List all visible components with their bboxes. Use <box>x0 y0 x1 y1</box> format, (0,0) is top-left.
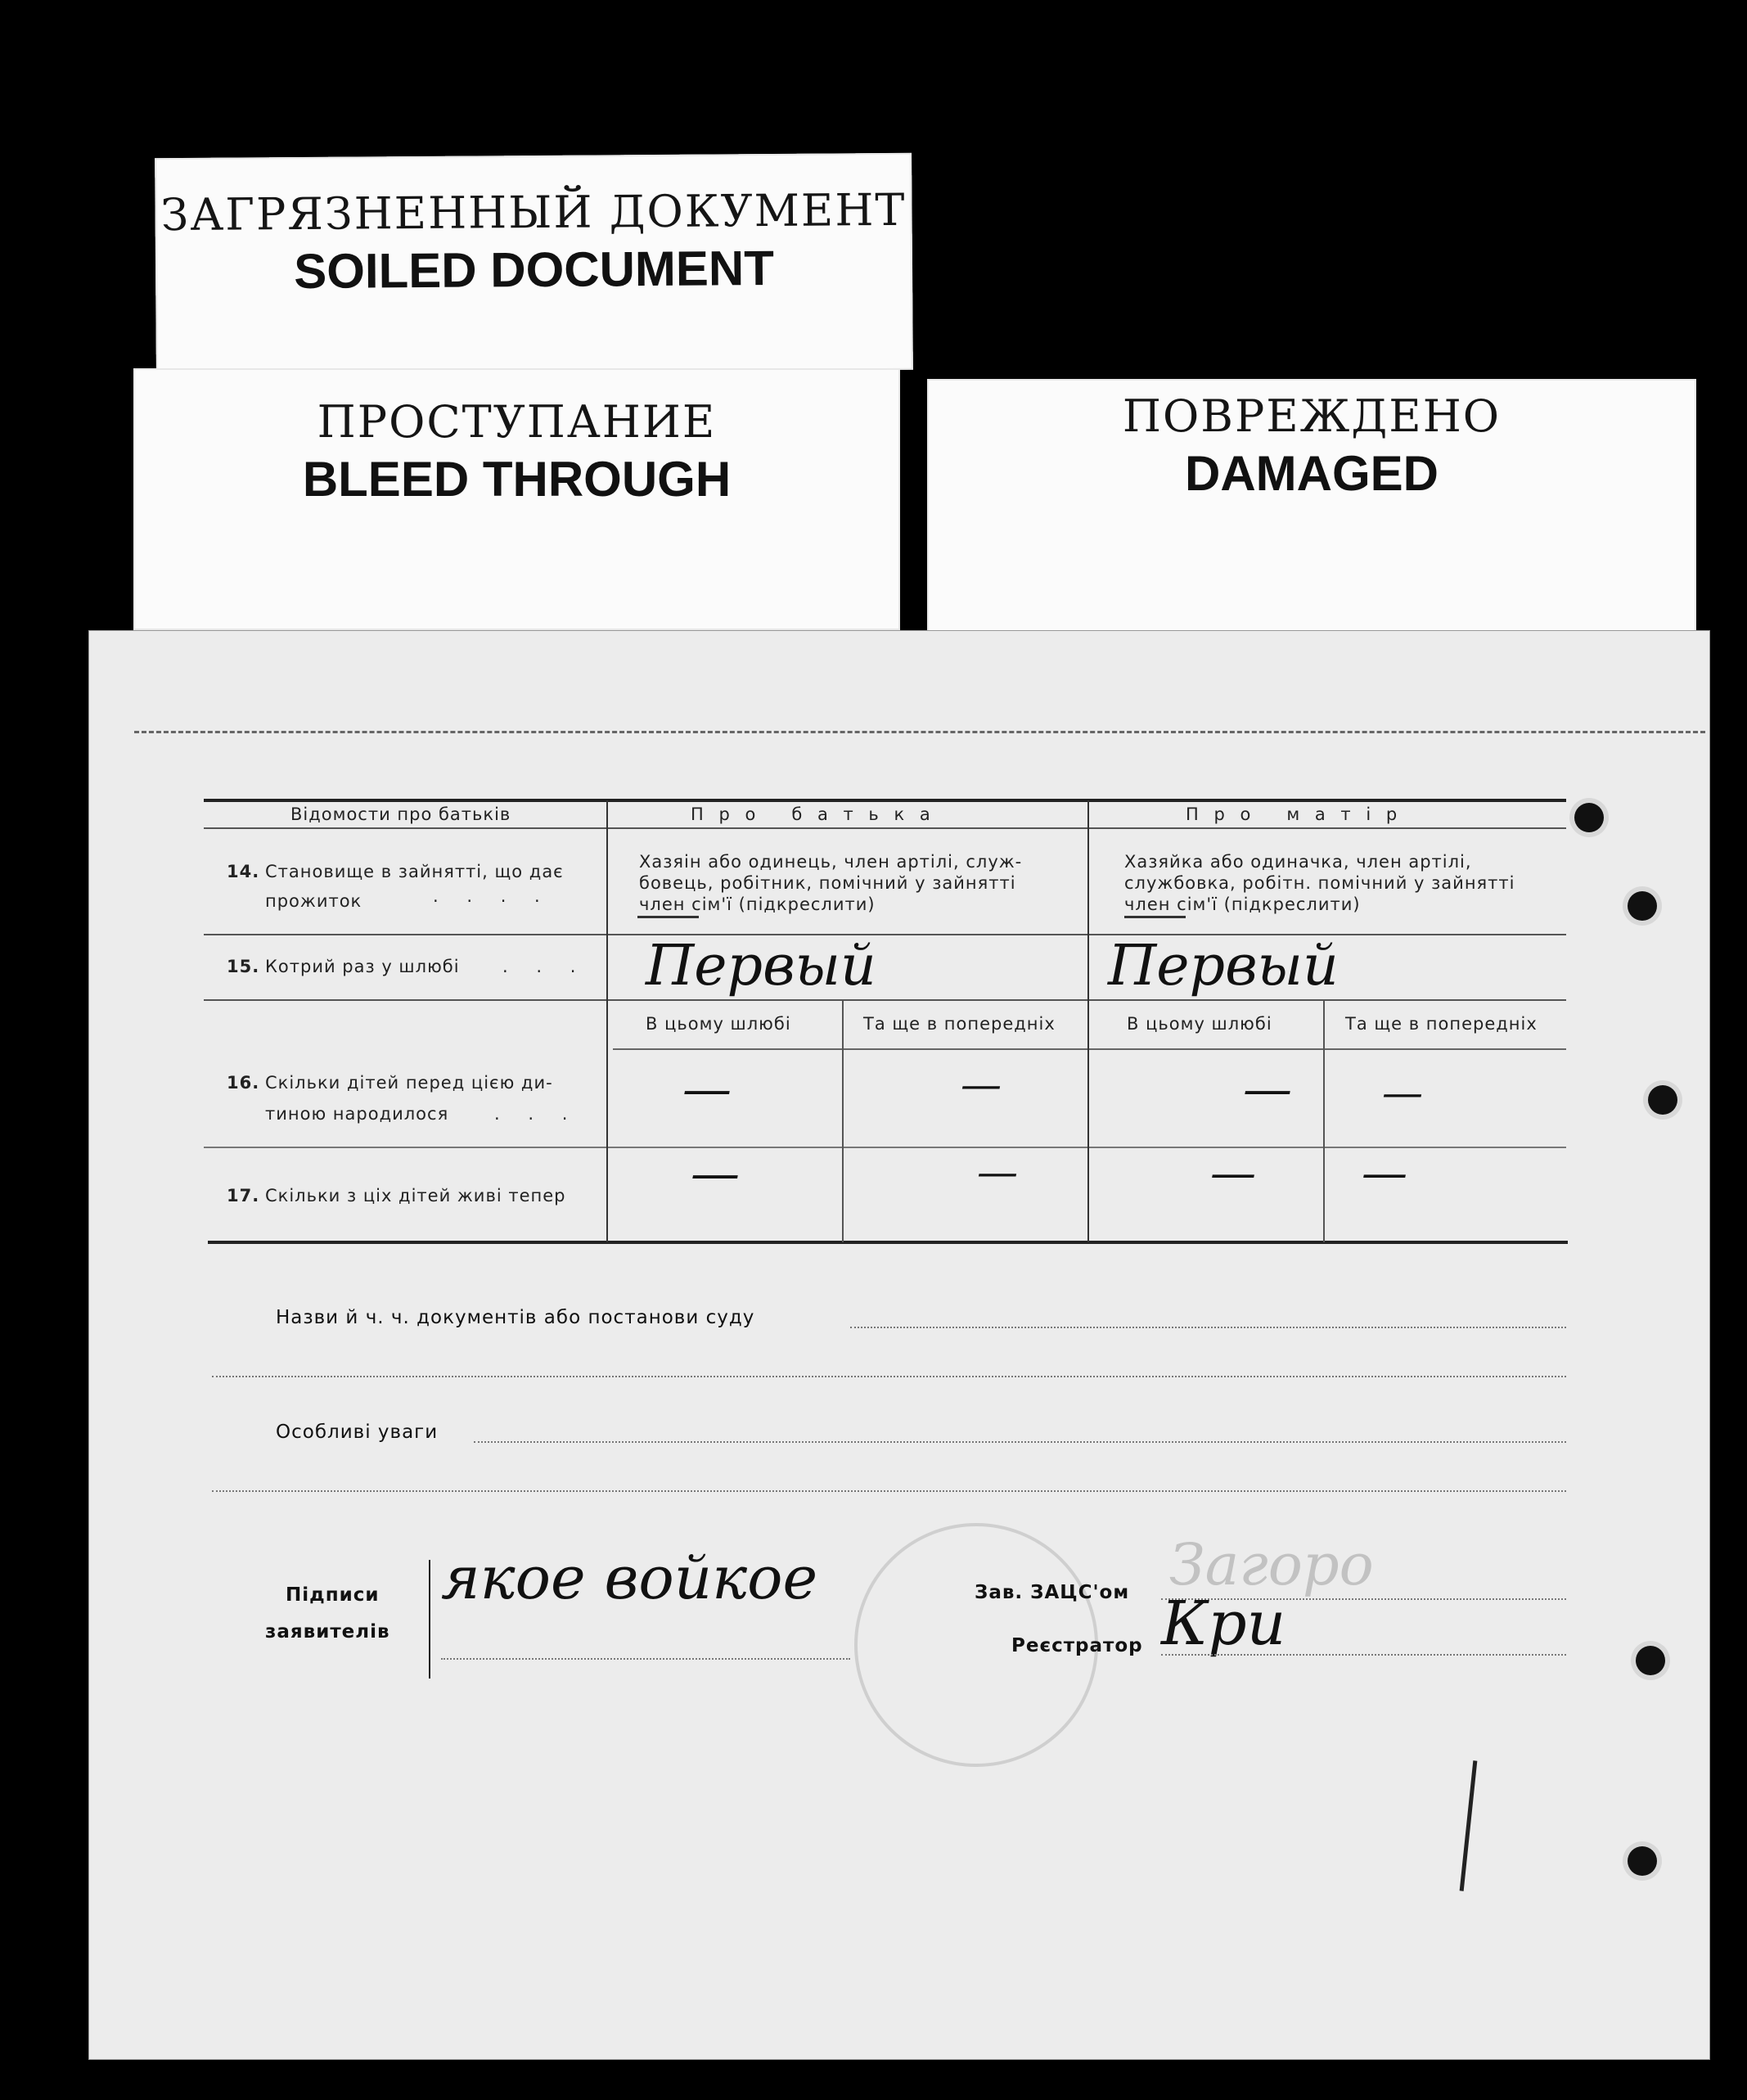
row15-father-value: Первый <box>646 934 876 998</box>
row15-mother-value: Первый <box>1108 934 1339 998</box>
punch-hole <box>1628 891 1657 921</box>
registrar-signature-line <box>1161 1654 1566 1656</box>
row14-mother-line2: службовка, робітн. помічний у зайнятті <box>1124 873 1515 893</box>
remarks-line-2 <box>212 1490 1566 1492</box>
bleed-card-ru: ПРОСТУПАНИЕ <box>317 396 717 448</box>
damaged-card-ru: ПОВРЕЖДЕНО <box>1122 390 1502 442</box>
row14-label-dots: . . . . <box>433 886 552 906</box>
row17-mother-current: — <box>1210 1147 1256 1200</box>
bleed-through-card <box>133 368 900 630</box>
head-signature: Загоро <box>1169 1531 1374 1598</box>
punch-hole <box>1628 1846 1657 1876</box>
subheader-mother-previous: Та ще в попередніх <box>1345 1014 1538 1034</box>
row17-father-previous: — <box>977 1148 1018 1196</box>
row15-label: Котрий раз у шлюбі <box>265 957 460 976</box>
bleed-card-en: BLEED THROUGH <box>302 452 732 507</box>
head-label: Зав. ЗАЦС'ом <box>975 1582 1130 1603</box>
documents-line-2 <box>212 1376 1566 1377</box>
document-sheet <box>88 630 1710 2060</box>
row16-label-line1: Скільки дітей перед цією ди- <box>265 1073 553 1093</box>
documents-line <box>850 1327 1566 1328</box>
registrar-label: Реєстратор <box>1011 1635 1143 1656</box>
row14-label-line2: прожиток <box>265 891 362 911</box>
row17-father-current: — <box>691 1145 740 1202</box>
header-about-father: П р о б а т ь к а <box>691 804 935 824</box>
row14-number: 14. <box>227 862 260 881</box>
row14-mother-line3: член сім'ї (підкреслити) <box>1124 895 1361 914</box>
header-about-mother: П р о м а т і р <box>1186 804 1403 824</box>
row17-mother-previous: — <box>1362 1147 1407 1200</box>
row17-label: Скільки з ціх дітей живі тепер <box>265 1186 566 1205</box>
row16-mother-current: — <box>1243 1061 1292 1118</box>
applicant-signature-line-2 <box>441 1658 850 1660</box>
signatures-label-line2: заявителів <box>265 1621 390 1643</box>
registrar-signature: Кри <box>1161 1589 1286 1659</box>
perforation-line <box>134 731 1705 733</box>
row14-mother-line1: Хазяйка або одиначка, член артілі, <box>1124 852 1472 872</box>
punch-hole <box>1648 1085 1677 1115</box>
damaged-card-en: DAMAGED <box>1185 446 1439 501</box>
row16-mother-previous: — <box>1382 1069 1423 1116</box>
signature-bracket <box>429 1560 430 1679</box>
soiled-card-en: SOILED DOCUMENT <box>293 240 775 300</box>
soiled-card-ru: ЗАГРЯЗНЕННЫЙ ДОКУМЕНТ <box>160 183 907 241</box>
remarks-line <box>474 1441 1566 1443</box>
soiled-document-card <box>155 153 913 375</box>
subheader-father-current: В цьому шлюбі <box>646 1014 791 1034</box>
header-parents-info: Відомости про батьків <box>290 804 511 824</box>
row15-label-dots: . . . <box>502 957 588 976</box>
row14-father-line3: член сім'ї (підкреслити) <box>639 895 876 914</box>
row14-label-line1: Становище в зайнятті, що дає <box>265 862 564 881</box>
signatures-label-line1: Підписи <box>286 1584 380 1606</box>
row15-number: 15. <box>227 957 260 976</box>
documents-label: Назви й ч. ч. документів або постанови суду <box>276 1307 755 1328</box>
row17-number: 17. <box>227 1186 260 1205</box>
row14-father-line2: бовець, робітник, помічний у зайнятті <box>639 873 1016 893</box>
subheader-father-previous: Та ще в попередніх <box>863 1014 1056 1034</box>
remarks-label: Особливі уваги <box>276 1422 439 1443</box>
row16-father-current: — <box>682 1061 732 1118</box>
pen-mark <box>1460 1760 1478 1891</box>
subheader-mother-current: В цьому шлюбі <box>1127 1014 1272 1034</box>
punch-hole <box>1636 1646 1665 1675</box>
row16-label-dots: . . . <box>494 1104 579 1124</box>
damaged-card <box>927 379 1696 633</box>
applicant-signature: якое войкое <box>441 1543 818 1612</box>
row16-number: 16. <box>227 1073 260 1093</box>
punch-hole <box>1574 803 1604 832</box>
row16-label-line2: тиною народилося <box>265 1104 449 1124</box>
row14-father-line1: Хазяін або одинець, член артілі, служ- <box>639 852 1023 872</box>
row16-father-previous: — <box>961 1061 1002 1108</box>
